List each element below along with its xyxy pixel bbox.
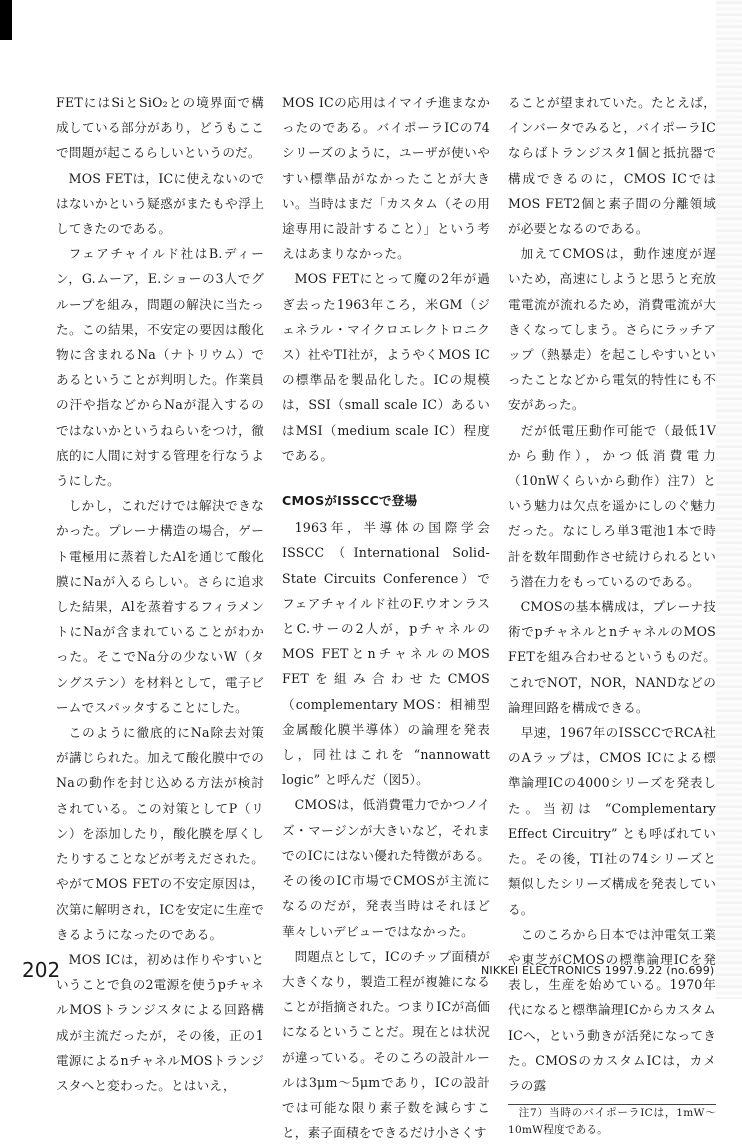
paragraph: フェアチャイルド社はB.ディーン，G.ムーア，E.ショーの3人でグループを組み，問題の解決に当たった。この結果，不安定の要因は酸化物に含まれるNa（ナトリウム）であるということが判明した。作業員の汗や指などからNaが混入するのではないかというねらいをつけ，徹底的に人間に対する管理を行なうようにした。 [56, 246, 264, 489]
paragraph: 1963年，半導体の国際学会ISSCC（International Solid-State Circuits Conference）でフェアチャイルド社のF.ウオンラスとC.サーの2人が，pチャネルのMOS FETとnチャネルのMOS FETを組み合わせたCMOS（complementary MOS：相補型金属酸化膜半導体）の論理を発表し，同社はこれを “nannowatt logic” と呼んだ（図5）。 [282, 520, 490, 788]
paragraph: MOS ICの応用はイマイチ進まなかったのである。バイポーラICの74シリーズのように，ユーザが使いやすい標準品がなかったことが大きい。当時はまだ「カスタム（その用途専用に設計すること）」という考えはあまりなかった。 [282, 95, 490, 262]
corner-registration-mark [0, 0, 12, 40]
section-heading: CMOSがISSCCで登場 [282, 493, 418, 509]
text-column-2 [282, 90, 490, 1145]
paragraph: MOS FETにとって魔の2年が過ぎ去った1963年ころ，米GM（ジェネラル・マイクロエレクトロニクス）社やTI社が，ようやくMOS ICの標準品を製品化した。ICの規模は，SSI（small scale IC）あるいはMSI（medium scale IC）程度である。 [282, 271, 490, 463]
page-number: 202 [22, 958, 61, 982]
footnote: 注7）当時のバイポーラICは，1mW～10mW程度である。 [508, 1107, 716, 1137]
paragraph: 問題点として，ICのチップ面積が大きくなり，製造工程が複雑になることが指摘された。つまりICが高価になるということだ。現在とは状況が違っている。そのころの設計ルールは3μm～5μmであり，ICの設計では可能な限り素子数を減らすこと，素子面積をできるだけ小さくす [282, 948, 490, 1141]
publication-footer: NIKKEI ELECTRONICS 1997.9.22 (no.699) [481, 964, 715, 977]
paragraph: CMOSは，低消費電力でかつノイズ・マージンが大きいなど，それまでのICにはない優れた特徴がある。その後のIC市場でCMOSが主流になるのだが，発表当時はそれほど華々しいデビューではなかった。 [282, 797, 490, 939]
paragraph: CMOSの基本構成は，プレーナ技術でpチャネルとnチャネルのMOS FETを組み合わせるというものだ。これでNOT，NOR，NANDなどの論理回路を構成できる。 [508, 599, 716, 715]
paragraph: しかし，これだけでは解決できなかった。プレーナ構造の場合，ゲート電極用に蒸着したAlを通じて酸化膜にNaが入るらしい。さらに追求した結果，Alを蒸着するフィラメントにNaが含まれていることがわかった。そこでNa分の少ないW（タングステン）を材料として，電子ビームでスパッタすることにした。 [56, 498, 264, 715]
paragraph: このように徹底的にNa除去対策が講じられた。加えて酸化膜中でのNaの動作を封じ込める方法が検討されている。この対策としてP（リン）を添加したり，酸化膜を厚くしたりすることなどが考えだされた。やがてMOS FETの不安定原因は，次第に解明され，ICを安定に生産できるようになったのである。 [56, 725, 264, 942]
text-column-3 [508, 90, 716, 1139]
paragraph: MOS FETは，ICに使えないのではないかという疑惑がまたもや浮上してきたのである。 [56, 170, 264, 237]
paragraph: 加えてCMOSは，動作速度が遅いため，高速にしようと思うと充放電電流が流れるため，消費電流が大きくなってしまう。さらにラッチアップ（熱暴走）を起こしやすいといったことなどから電気的特性にも不安があった。 [508, 246, 716, 413]
paragraph: このころから日本では沖電気工業や東芝がCMOSの標準論理ICを発表し，生産を始めている。1970年代になると標準論理ICからカスタムICへ，という動きが活発になってきた。CMOSのカスタムICは，カメラの露 [508, 926, 716, 1093]
text-column-1 [56, 90, 264, 1098]
paragraph: MOS ICは，初めは作りやすいということで負の2電源を使うpチャネルMOSトランジスタによる回路構成が主流だったが，その後，正の1電源によるnチャネルMOSトランジスタへと変わった。とはいえ， [56, 951, 265, 1093]
paragraph: FETにはSiとSiO₂との境界面で構成している部分があり，どうもここで問題が起こるらしいというのだ。 [56, 95, 264, 161]
paragraph: ることが望まれていた。たとえば，インバータでみると，バイポーラICならばトランジスタ1個と抵抗器で構成できるのに，CMOS ICではMOS FET2個と素子間の分離領域が必要となるのである。 [508, 95, 716, 237]
scan-edge-artifact [716, 0, 742, 999]
paragraph: だが低電圧動作可能で（最低1Vから動作），かつ低消費電力（10nWくらいから動作）注7）という魅力は欠点を遥かにしのぐ魅力だった。なにしろ単3電池1本で時計を数年間動作させ続けられるという潜在力をもっているのである。 [508, 422, 716, 589]
paragraph: 早速，1967年のISSCCでRCA社のAラップは，CMOS ICによる標準論理ICの4000シリーズを発表した。当初は “Complementary Effect Circuitry” とも呼ばれていた。その後，TI社の74シリーズと類似したシリーズ構成を発表している。 [508, 725, 716, 917]
